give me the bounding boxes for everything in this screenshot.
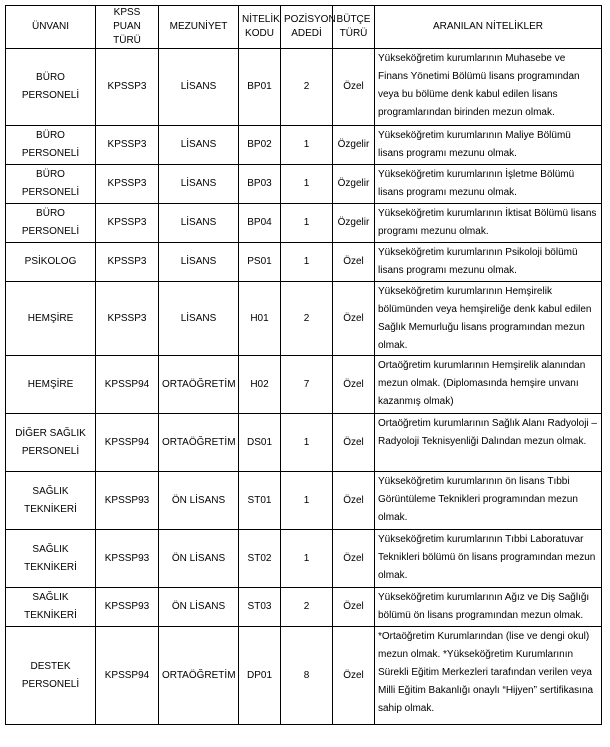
nitelik-kodu-cell: BP01 <box>239 49 281 126</box>
mezuniyet-cell: LİSANS <box>159 282 239 356</box>
unvan-cell: BÜRO PERSONELİ <box>6 126 96 165</box>
table-row <box>6 414 602 472</box>
aranilan-nitelikler-cell: Yükseköğretim kurumlarının ön lisans Tıbbi Görüntüleme Teknikleri programından mezun olmak. <box>375 472 602 530</box>
pozisyon-adedi-cell: 1 <box>281 243 333 282</box>
pozisyon-adedi-cell: 8 <box>281 627 333 725</box>
header-row <box>6 6 602 49</box>
pozisyon-adedi-cell: 1 <box>281 165 333 204</box>
aranilan-nitelikler-cell: Yükseköğretim kurumlarının Ağız ve Diş Sağlığı bölümü ön lisans programından mezun olmak. <box>375 588 602 627</box>
kpss-cell: KPSSP94 <box>96 356 159 414</box>
unvan-cell: HEMŞİRE <box>6 282 96 356</box>
aranilan-nitelikler-cell: Yükseköğretim kurumlarının Maliye Bölümü lisans programı mezunu olmak. <box>375 126 602 165</box>
unvan-cell: BÜRO PERSONELİ <box>6 165 96 204</box>
nitelik-kodu-cell: BP02 <box>239 126 281 165</box>
butce-turu-cell: Özel <box>333 588 375 627</box>
pozisyon-adedi-cell: 2 <box>281 282 333 356</box>
mezuniyet-cell: ÖN LİSANS <box>159 588 239 627</box>
unvan-cell: DİĞER SAĞLIK PERSONELİ <box>6 414 96 472</box>
unvan-cell: PSİKOLOG <box>6 243 96 282</box>
nitelik-kodu-cell: DS01 <box>239 414 281 472</box>
butce-turu-cell: Özel <box>333 414 375 472</box>
table-row <box>6 49 602 126</box>
mezuniyet-cell: ÖN LİSANS <box>159 530 239 588</box>
butce-turu-cell: Özel <box>333 282 375 356</box>
aranilan-nitelikler-cell: Yükseköğretim kurumlarının Muhasebe ve Finans Yönetimi Bölümü lisans programından veya bu bölüme denk kabul edilen lisans programlarından birinden mezun olmak. <box>375 49 602 126</box>
header-nitelik-kodu: NİTELİK KODU <box>239 6 281 49</box>
aranilan-nitelikler-cell: Yükseköğretim kurumlarının Psikoloji bölümü lisans programı mezunu olmak. <box>375 243 602 282</box>
butce-turu-cell: Özgelir <box>333 204 375 243</box>
pozisyon-adedi-cell: 1 <box>281 126 333 165</box>
mezuniyet-cell: ORTAÖĞRETİM <box>159 414 239 472</box>
mezuniyet-cell: LİSANS <box>159 243 239 282</box>
pozisyon-adedi-cell: 1 <box>281 530 333 588</box>
kpss-cell: KPSSP93 <box>96 472 159 530</box>
butce-turu-cell: Özel <box>333 627 375 725</box>
kpss-cell: KPSSP3 <box>96 165 159 204</box>
kpss-cell: KPSSP3 <box>96 126 159 165</box>
kpss-cell: KPSSP3 <box>96 49 159 126</box>
nitelik-kodu-cell: BP04 <box>239 204 281 243</box>
unvan-cell: DESTEK PERSONELİ <box>6 627 96 725</box>
header-pozisyon: POZİSYON ADEDİ <box>281 6 333 49</box>
table-row <box>6 282 602 356</box>
nitelik-kodu-cell: H01 <box>239 282 281 356</box>
unvan-cell: SAĞLIK TEKNİKERİ <box>6 530 96 588</box>
kpss-cell: KPSSP94 <box>96 414 159 472</box>
nitelik-kodu-cell: ST03 <box>239 588 281 627</box>
table-row <box>6 204 602 243</box>
table-row <box>6 530 602 588</box>
mezuniyet-cell: LİSANS <box>159 49 239 126</box>
butce-turu-cell: Özel <box>333 49 375 126</box>
pozisyon-adedi-cell: 2 <box>281 49 333 126</box>
butce-turu-cell: Özel <box>333 530 375 588</box>
nitelik-kodu-cell: BP03 <box>239 165 281 204</box>
kpss-cell: KPSSP3 <box>96 243 159 282</box>
nitelik-kodu-cell: DP01 <box>239 627 281 725</box>
nitelik-kodu-cell: H02 <box>239 356 281 414</box>
unvan-cell: BÜRO PERSONELİ <box>6 204 96 243</box>
aranilan-nitelikler-cell: Ortaöğretim kurumlarının Hemşirelik alanından mezun olmak. (Diplomasında hemşire unvanı kazanmış olmak) <box>375 356 602 414</box>
nitelik-kodu-cell: ST01 <box>239 472 281 530</box>
table-row <box>6 165 602 204</box>
aranilan-nitelikler-cell: Yükseköğretim kurumlarının Hemşirelik bölümünden veya hemşireliğe denk kabul edilen Sağlık Memurluğu lisans programından mezun olmak. <box>375 282 602 356</box>
aranilan-nitelikler-cell: Ortaöğretim kurumlarının Sağlık Alanı Radyoloji – Radyoloji Teknisyenliği Dalından mezun olmak. <box>375 414 602 472</box>
aranilan-nitelikler-cell: Yükseköğretim kurumlarının İktisat Bölümü lisans programı mezunu olmak. <box>375 204 602 243</box>
mezuniyet-cell: ORTAÖĞRETİM <box>159 356 239 414</box>
kpss-cell: KPSSP3 <box>96 282 159 356</box>
kpss-cell: KPSSP93 <box>96 588 159 627</box>
table-row <box>6 243 602 282</box>
header-butce: BÜTÇE TÜRÜ <box>333 6 375 49</box>
pozisyon-adedi-cell: 1 <box>281 414 333 472</box>
butce-turu-cell: Özgelir <box>333 165 375 204</box>
header-aranilan: ARANILAN NİTELİKLER <box>375 6 602 49</box>
nitelik-kodu-cell: PS01 <box>239 243 281 282</box>
nitelik-kodu-cell: ST02 <box>239 530 281 588</box>
pozisyon-adedi-cell: 7 <box>281 356 333 414</box>
pozisyon-adedi-cell: 1 <box>281 204 333 243</box>
butce-turu-cell: Özgelir <box>333 126 375 165</box>
butce-turu-cell: Özel <box>333 356 375 414</box>
pozisyon-adedi-cell: 2 <box>281 588 333 627</box>
unvan-cell: SAĞLIK TEKNİKERİ <box>6 472 96 530</box>
butce-turu-cell: Özel <box>333 243 375 282</box>
job-positions-table <box>5 5 602 725</box>
mezuniyet-cell: LİSANS <box>159 165 239 204</box>
table-body <box>6 49 602 725</box>
aranilan-nitelikler-cell: Yükseköğretim kurumlarının Tıbbi Laboratuvar Teknikleri bölümü ön lisans programından mezun olmak. <box>375 530 602 588</box>
unvan-cell: HEMŞİRE <box>6 356 96 414</box>
table-row <box>6 588 602 627</box>
kpss-cell: KPSSP3 <box>96 204 159 243</box>
unvan-cell: BÜRO PERSONELİ <box>6 49 96 126</box>
mezuniyet-cell: LİSANS <box>159 126 239 165</box>
unvan-cell: SAĞLIK TEKNİKERİ <box>6 588 96 627</box>
butce-turu-cell: Özel <box>333 472 375 530</box>
header-unvan: ÜNVANI <box>6 6 96 49</box>
table-row <box>6 627 602 725</box>
mezuniyet-cell: ÖN LİSANS <box>159 472 239 530</box>
header-mezuniyet: MEZUNİYET <box>159 6 239 49</box>
aranilan-nitelikler-cell: *Ortaöğretim Kurumlarından (lise ve dengi okul) mezun olmak. *Yükseköğretim Kurumlarının Sürekli Eğitim Merkezleri tarafından verilen veya Milli Eğitim Bakanlığı onaylı “Hijyen” sertifikasına sahip olmak. <box>375 627 602 725</box>
table-row <box>6 356 602 414</box>
kpss-cell: KPSSP93 <box>96 530 159 588</box>
table-row <box>6 126 602 165</box>
kpss-cell: KPSSP94 <box>96 627 159 725</box>
pozisyon-adedi-cell: 1 <box>281 472 333 530</box>
mezuniyet-cell: LİSANS <box>159 204 239 243</box>
mezuniyet-cell: ORTAÖĞRETİM <box>159 627 239 725</box>
table-row <box>6 472 602 530</box>
header-kpss: KPSS PUAN TÜRÜ <box>96 6 159 49</box>
aranilan-nitelikler-cell: Yükseköğretim kurumlarının İşletme Bölümü lisans programı mezunu olmak. <box>375 165 602 204</box>
